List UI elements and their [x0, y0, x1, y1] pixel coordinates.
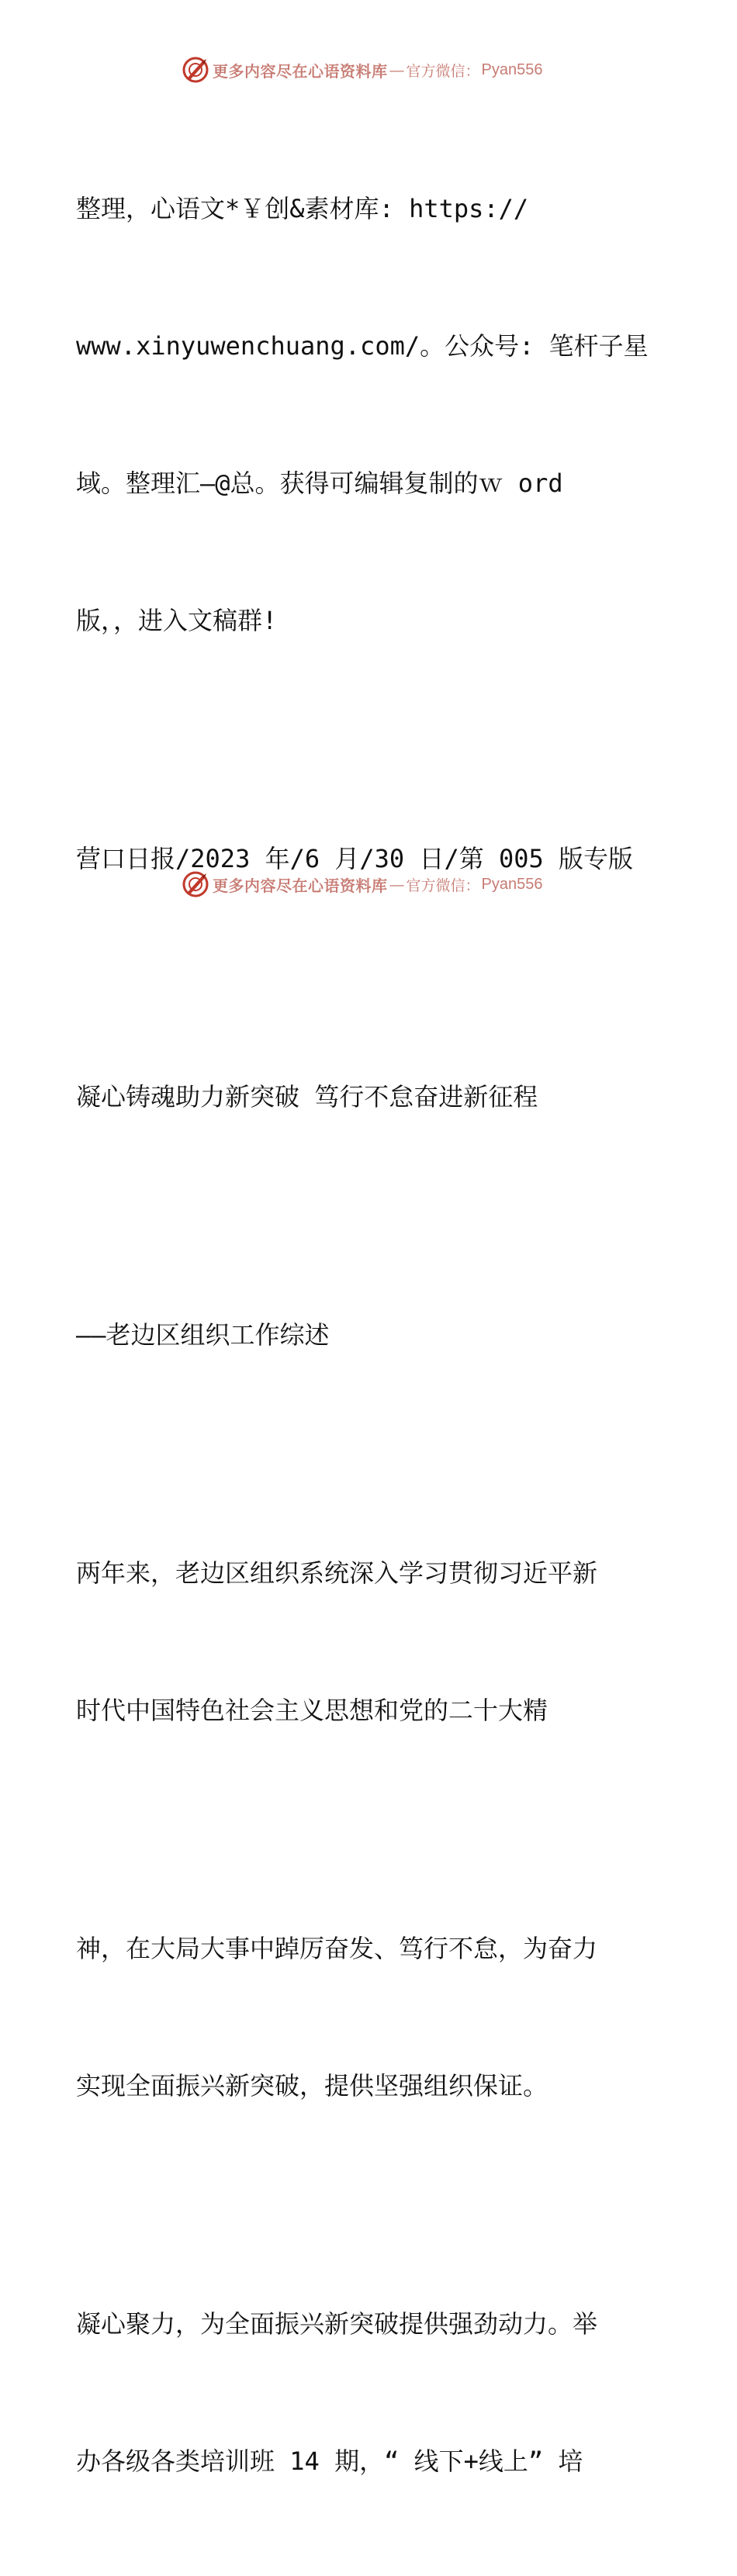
- text-line: 办各级各类培训班 14 期，“ 线下+线上” 培: [76, 2446, 583, 2476]
- text-line: 域。整理汇—@总。获得可编辑复制的ｗ ord: [76, 469, 563, 498]
- banner-wechat-label: 官方微信：: [406, 62, 480, 80]
- banner-text: 更多内容尽在心语资料库: [213, 876, 388, 895]
- footer-banner: [182, 869, 542, 900]
- article-subtitle: [76, 1221, 666, 1450]
- text-line: 凝心铸魂助力新突破 笃行不怠奋进新征程: [76, 1082, 538, 1112]
- text-line: 时代中国特色社会主义思想和党的二十大精: [76, 1696, 548, 1725]
- text-line: 整理，心语文*￥创&素材库: https://: [76, 194, 529, 223]
- banner-text: 更多内容尽在心语资料库: [213, 61, 388, 81]
- brand-logo-icon: [182, 870, 209, 898]
- article-title: [76, 983, 666, 1212]
- banner-separator: —: [389, 875, 405, 894]
- text-line: 神，在大局大事中踔厉奋发、笃行不怠，为奋力: [76, 1934, 598, 1963]
- text-line: 营口日报/2023 年/6 月/30 日/第 005 版专版: [76, 844, 634, 873]
- source-line: [76, 745, 666, 973]
- banner-wechat-id: Pyan556: [481, 61, 543, 78]
- text-line: www.xinyuwenchuang.com/。公众号: 笔杆子星: [76, 331, 649, 361]
- brand-logo-icon: [182, 56, 209, 84]
- paragraph-2: [76, 1834, 666, 2201]
- paragraph-3: [76, 2210, 666, 2576]
- text-line: ——老边区组织工作综述: [76, 1320, 330, 1350]
- banner-wechat-id: Pyan556: [481, 875, 543, 893]
- banner-separator: —: [389, 61, 405, 79]
- text-line: 实现全面振兴新突破，提供坚强组织保证。: [76, 2071, 548, 2101]
- text-line: 版，，进入文稿群!: [76, 606, 278, 635]
- paragraph-1: [76, 1459, 666, 1825]
- header-banner: [182, 54, 542, 85]
- intro-paragraph: [76, 95, 666, 735]
- text-line: 两年来，老边区组织系统深入学习贯彻习近平新: [76, 1558, 598, 1588]
- text-line: 凝心聚力，为全面振兴新突破提供强劲动力。举: [76, 2309, 598, 2339]
- banner-wechat-label: 官方微信：: [406, 877, 480, 894]
- document-body: [76, 95, 666, 2576]
